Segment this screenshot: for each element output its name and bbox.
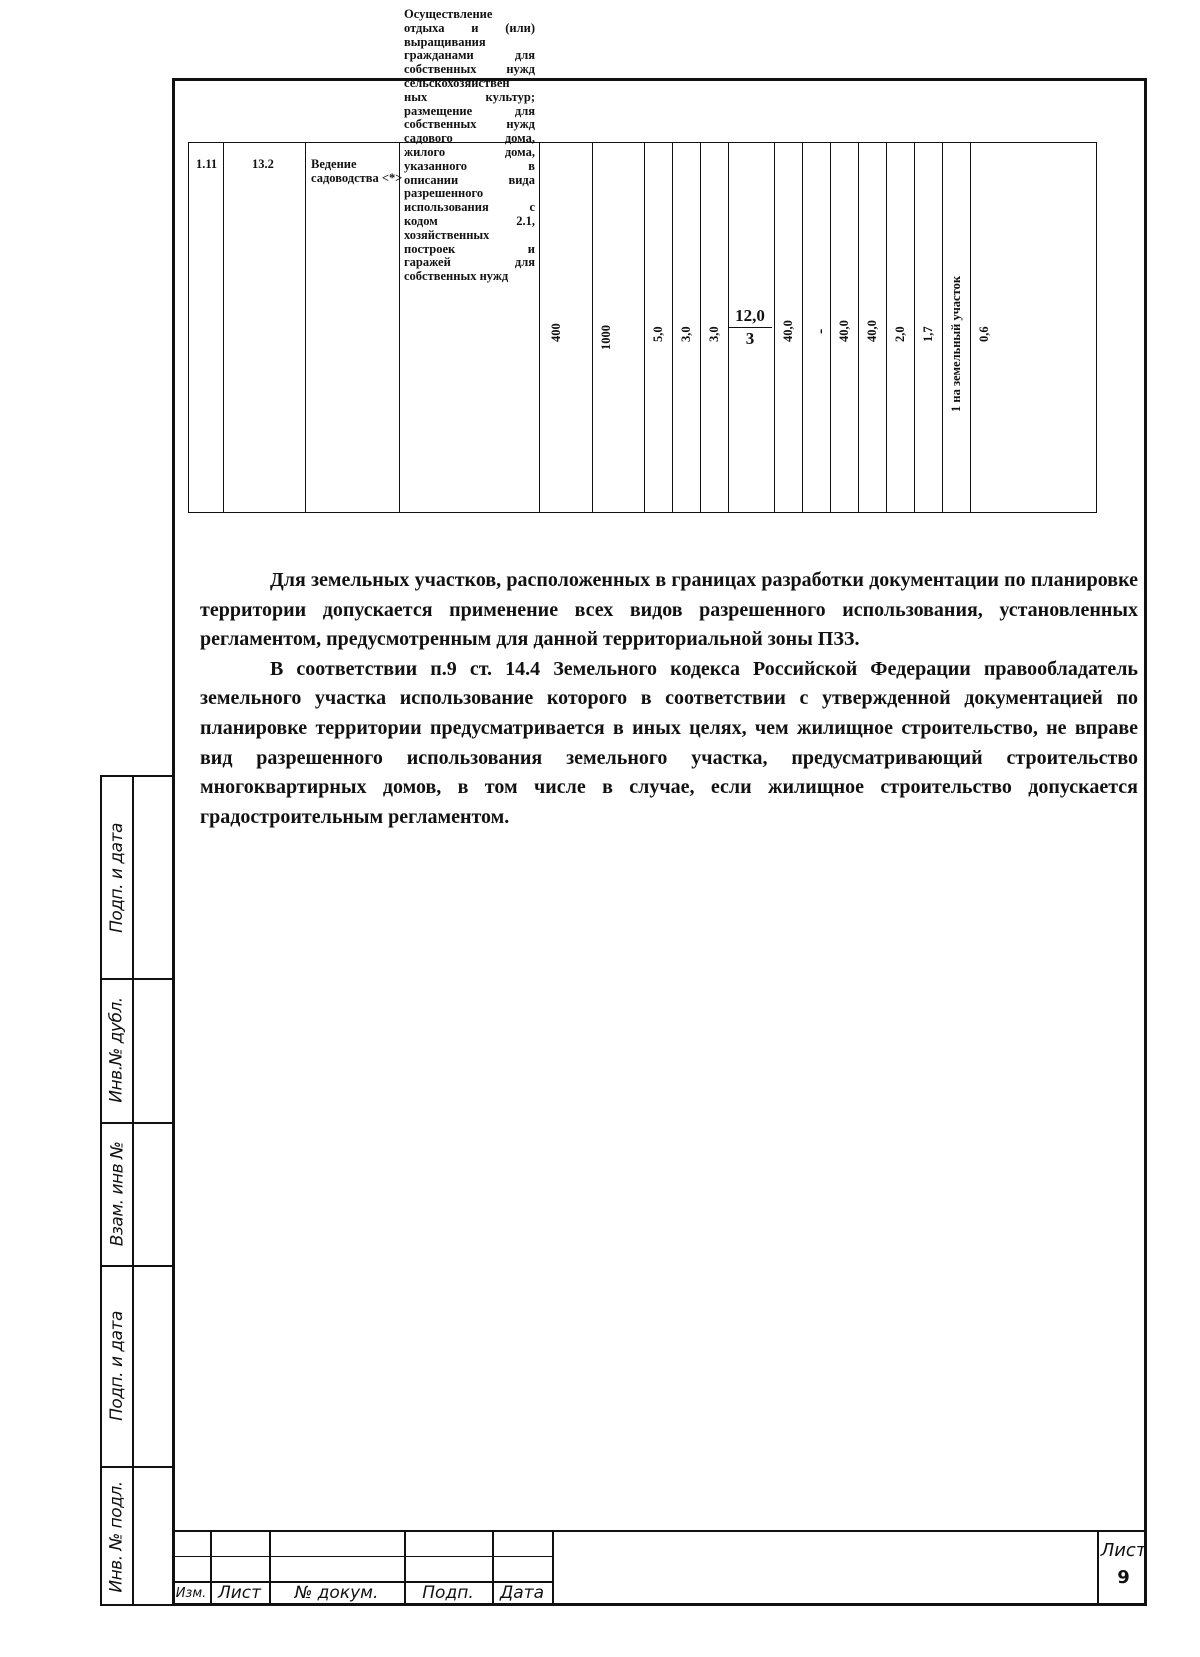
body-text xyxy=(200,566,1138,832)
label-sign: Подп. xyxy=(422,1583,474,1603)
value-cell: 5,0 xyxy=(651,326,665,342)
stamp-sign-date-1: Подп. и дата xyxy=(107,822,127,933)
value-cell: 3,0 xyxy=(679,326,693,342)
paragraph: Для земельных участков, расположенных в границах разработки документации по планировке территории допускается применение всех видов разрешенного использования, установленных регламентом, предусмотренным для данной территориальной зоны ПЗЗ. xyxy=(200,569,1138,651)
value-cell: 40,0 xyxy=(781,320,795,342)
value-cell: 3,0 xyxy=(707,326,721,342)
stamp-orig-inv: Инв. № подл. xyxy=(107,1481,128,1593)
value-fraction: $\frac{12,0}{3}$ xyxy=(728,306,772,349)
stamp-dup-inv: Инв.№ дубл. xyxy=(107,997,128,1103)
label-date: Дата xyxy=(499,1583,545,1603)
stamp-replace-inv: Взам. инв № xyxy=(107,1141,127,1246)
paragraph: В соответствии п.9 ст. 14.4 Земельного кодекса Российской Федерации правообладатель земельного участка использование которого в соответствии с утвержденной документацией по планировке территории предусматривается в иных целях, чем жилищное строительство, не вправе вид разрешенного использования земельного участка, предусматривающий строительство многоквартирных домов, в том числе в случае, если жилищное строительство допускается градостроительным регламентом. xyxy=(200,657,1138,828)
side-stamp-strip xyxy=(100,775,172,1606)
label-list: Лист xyxy=(217,1583,262,1603)
row-description: Осуществление отдыха и (или) выращивания гражданами для собственных нужд сельскохозяйствен ных культур; размещение для собственных нужд садового дома, жилого дома, указанного в описании вида разрешенного использования с кодом 2.1, хозяйственных построек и гаражей для собственных нужд xyxy=(404,7,535,284)
label-doc-no: № докум. xyxy=(294,1583,379,1603)
value-cell: 1 на земельный участок xyxy=(949,275,963,412)
sheet-label: Лист xyxy=(1100,1540,1147,1561)
value-cell: - xyxy=(812,328,829,334)
sheet-box xyxy=(1097,1530,1099,1606)
sheet-number: 9 xyxy=(1117,1567,1130,1588)
label-izm: Изм. xyxy=(175,1585,207,1601)
row-name: Ведение садоводства <*> xyxy=(311,157,403,185)
value-max-area: 1000 xyxy=(599,325,613,350)
value-cell: 0,6 xyxy=(977,326,991,342)
value-cell: 2,0 xyxy=(893,326,907,342)
strip-divider xyxy=(132,777,134,1604)
title-block xyxy=(172,1530,1147,1606)
row-number: 1.11 xyxy=(196,157,218,171)
value-cell: 40,0 xyxy=(837,320,851,342)
row-code: 13.2 xyxy=(252,157,274,171)
value-min-area: 400 xyxy=(549,323,563,342)
stamp-sign-date-2: Подп. и дата xyxy=(107,1310,127,1421)
value-cell: 1,7 xyxy=(921,326,935,342)
value-cell: 40,0 xyxy=(865,320,879,342)
